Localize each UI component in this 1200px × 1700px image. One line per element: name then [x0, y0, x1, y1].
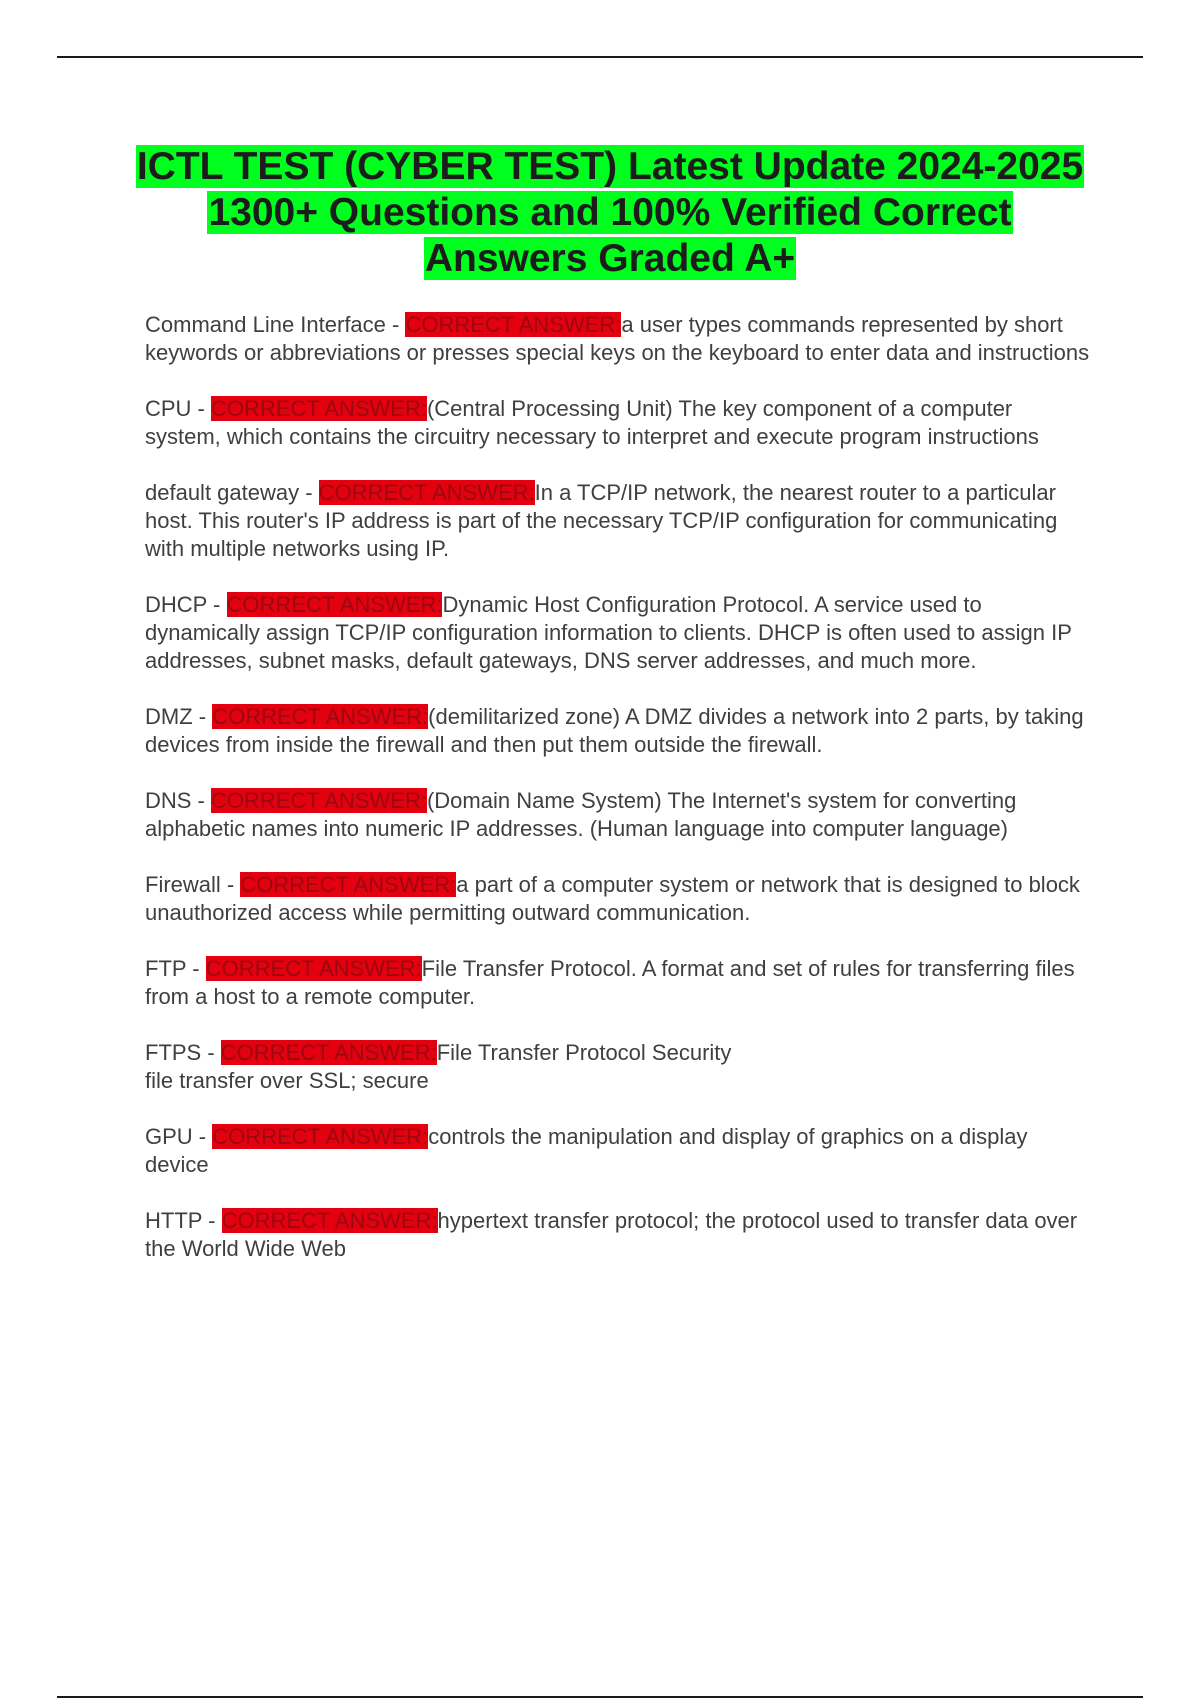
- correct-answer-marker: CORRECT ANSWER:: [212, 704, 429, 729]
- entry-definition: a part of a computer system or network that is designed to block unauthorized access while permitting outward communication.: [145, 872, 1087, 925]
- list-item: [145, 871, 1090, 927]
- list-item: [145, 591, 1090, 675]
- list-item: [145, 955, 1090, 1011]
- correct-answer-marker: CORRECT ANSWER:: [318, 480, 535, 505]
- entry-definition: a user types commands represented by short keywords or abbreviations or presses special keys on the keyboard to enter data and instructions: [145, 312, 1090, 365]
- entry-definition: (demilitarized zone) A DMZ divides a network into 2 parts, by taking devices from inside the firewall and then put them outside the firewall.: [145, 704, 1090, 757]
- entry-definition: File Transfer Protocol. A format and set of rules for transferring files from a host to a remote computer.: [145, 956, 1081, 1009]
- correct-answer-marker: CORRECT ANSWER:: [211, 396, 427, 421]
- entry-term: HTTP -: [145, 1208, 222, 1233]
- entry-definition: hypertext transfer protocol; the protocol used to transfer data over the World Wide Web: [145, 1208, 1084, 1261]
- list-item: [145, 787, 1090, 843]
- entry-term: default gateway -: [145, 480, 319, 505]
- entry-term: CPU -: [145, 396, 211, 421]
- entry-definition: (Central Processing Unit) The key component of a computer system, which contains the circuitry necessary to interpret and execute program instructions: [145, 396, 1039, 449]
- correct-answer-marker: CORRECT ANSWER:: [212, 1124, 429, 1149]
- bottom-divider: [57, 1696, 1143, 1698]
- correct-answer-marker: CORRECT ANSWER:: [226, 592, 443, 617]
- list-item: [145, 1123, 1090, 1179]
- entry-term: Firewall -: [145, 872, 241, 897]
- entry-definition: (Domain Name System) The Internet's system for converting alphabetic names into numeric IP addresses. (Human language into computer language): [145, 788, 1023, 841]
- entry-term: DNS -: [145, 788, 211, 813]
- entry-term: FTPS -: [145, 1040, 221, 1065]
- entry-term: FTP -: [145, 956, 206, 981]
- list-item: [145, 395, 1090, 451]
- list-item: [145, 479, 1090, 563]
- list-item: [145, 703, 1090, 759]
- document-title-text: ICTL TEST (CYBER TEST) Latest Update 2024-2025 1300+ Questions and 100% Verified Correct Answers Graded A+: [136, 145, 1084, 280]
- correct-answer-marker: CORRECT ANSWER:: [240, 872, 457, 897]
- flashcard-list: [145, 311, 1090, 1291]
- list-item: [145, 311, 1090, 367]
- correct-answer-marker: CORRECT ANSWER:: [221, 1208, 438, 1233]
- correct-answer-marker: CORRECT ANSWER:: [205, 956, 422, 981]
- entry-definition: controls the manipulation and display of graphics on a display device: [145, 1124, 1034, 1177]
- entry-term: DHCP -: [145, 592, 227, 617]
- list-item: [145, 1039, 1090, 1095]
- correct-answer-marker: CORRECT ANSWER:: [211, 788, 427, 813]
- document-title: [130, 144, 1090, 282]
- entry-definition: Dynamic Host Configuration Protocol. A service used to dynamically assign TCP/IP configuration information to clients. DHCP is often used to assign IP addresses, subnet masks, default gateways, DNS server addresses, and much more.: [145, 592, 1078, 673]
- correct-answer-marker: CORRECT ANSWER:: [220, 1040, 437, 1065]
- entry-term: GPU -: [145, 1124, 213, 1149]
- entry-definition: In a TCP/IP network, the nearest router to a particular host. This router's IP address is part of the necessary TCP/IP configuration for communicating with multiple networks using IP.: [145, 480, 1064, 561]
- top-divider: [57, 56, 1143, 58]
- entry-definition: File Transfer Protocol Security file transfer over SSL; secure: [145, 1040, 732, 1093]
- entry-term: DMZ -: [145, 704, 213, 729]
- correct-answer-marker: CORRECT ANSWER:: [405, 312, 622, 337]
- entry-term: Command Line Interface -: [145, 312, 406, 337]
- list-item: [145, 1207, 1090, 1263]
